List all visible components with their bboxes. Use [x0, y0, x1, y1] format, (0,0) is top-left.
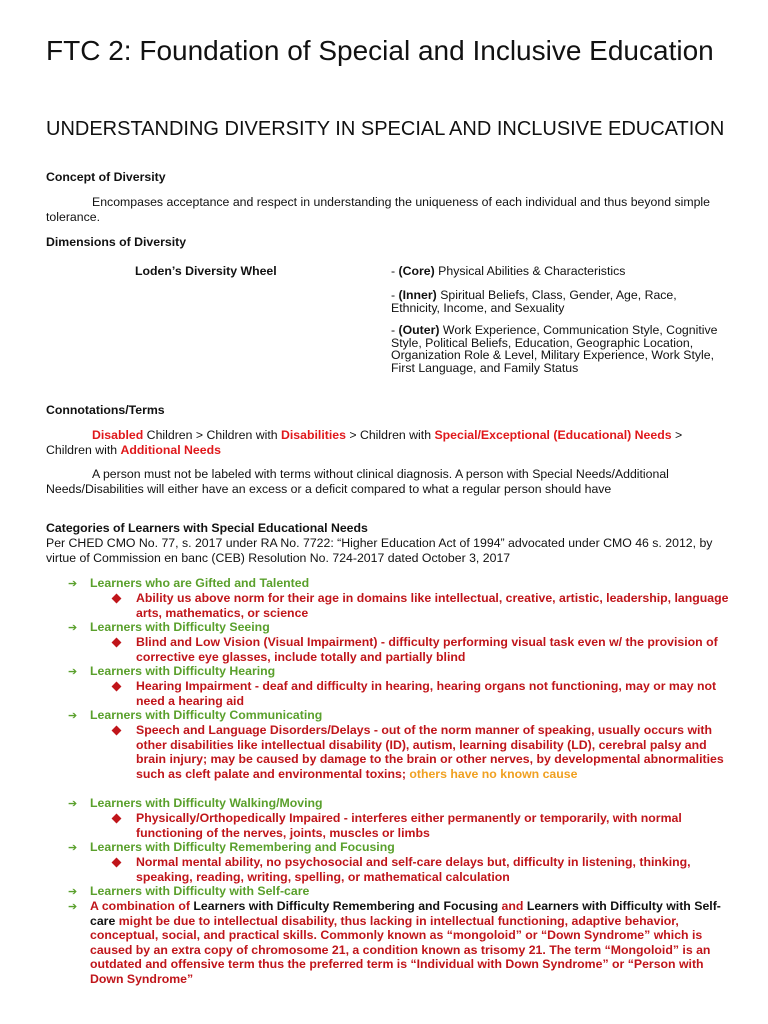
arrow-right-icon: ➔ [68, 901, 78, 913]
section-title: UNDERSTANDING DIVERSITY IN SPECIAL AND INCLUSIVE EDUCATION [46, 118, 725, 140]
category-gifted: Learners who are Gifted and Talented [90, 576, 310, 590]
category-gifted-desc: Ability us above norm for their age in domains like intellectual, creative, artistic, leadership, language arts, mathematics, or science [136, 591, 729, 620]
diamond-icon [112, 726, 122, 736]
arrow-right-icon: ➔ [68, 886, 78, 898]
concept-heading: Concept of Diversity [46, 170, 166, 184]
connotations-heading: Connotations/Terms [46, 403, 165, 417]
categories-heading: Categories of Learners with Special Educational Needs [46, 521, 368, 535]
concept-text: Encompases acceptance and respect in understanding the uniqueness of each individual and thus beyond simple tolerance. [46, 195, 710, 224]
category-seeing-desc: Blind and Low Vision (Visual Impairment) - difficulty performing visual task even w/ the provision of corrective eye glasses, include totally and partially blind [136, 635, 718, 664]
arrow-right-icon: ➔ [68, 622, 78, 634]
category-walking-desc: Physically/Orthopedically Impaired - interferes either permanently or temporarily, with normal functioning of the nerves, joints, muscles or limbs [136, 811, 682, 840]
arrow-right-icon: ➔ [68, 710, 78, 722]
category-communicating: Learners with Difficulty Communicating [90, 708, 323, 722]
categories-intro: Per CHED CMO No. 77, s. 2017 under RA No. 7722: “Higher Education Act of 1994” advocated under CMO 46 s. 2012, by virtue of Commission en banc (CEB) Resolution No. 724-2017 dated October 3, 2017 [46, 536, 713, 565]
diamond-icon [112, 858, 122, 868]
wheel-label: Loden’s Diversity Wheel [135, 264, 277, 278]
category-seeing: Learners with Difficulty Seeing [90, 620, 270, 634]
category-hearing-desc: Hearing Impairment - deaf and difficulty in hearing, hearing organs not functioning, may or may not need a hearing aid [136, 679, 717, 708]
wheel-core: - (Core) Physical Abilities & Characteristics [391, 264, 626, 278]
category-hearing: Learners with Difficulty Hearing [90, 664, 276, 678]
wheel-outer: - (Outer) Work Experience, Communication Style, Cognitive Style, Political Beliefs, Education, Geographic Location, Organization Role & Level, Military Experience, Work Style, First Language, and Family Status [391, 323, 718, 375]
diamond-icon [112, 814, 122, 824]
category-selfcare: Learners with Difficulty with Self-care [90, 884, 310, 898]
diamond-icon [112, 638, 122, 648]
category-communicating-desc: Speech and Language Disorders/Delays - out of the norm manner of speaking, usually occurs with other disabilities like intellectual disability (ID), autism, learning disability (LD), cerebral palsy and brain injury; may be caused by damage to the brain or other nerves, by developmental abnormalities such as cleft palate and environmental toxins; others have no known cause [136, 723, 724, 781]
arrow-right-icon: ➔ [68, 666, 78, 678]
connotations-paragraph: A person must not be labeled with terms without clinical diagnosis. A person with Special Needs/Additional Needs/Disabilities will either have an excess or a deficit compared to what a regular person should have [46, 467, 669, 496]
document-title: FTC 2: Foundation of Special and Inclusive Education [46, 35, 714, 66]
arrow-right-icon: ➔ [68, 798, 78, 810]
category-remembering-desc: Normal mental ability, no psychosocial and self-care delays but, difficulty in listening, thinking, speaking, reading, writing, spelling, or mathematical calculation [136, 855, 691, 884]
dimensions-heading: Dimensions of Diversity [46, 235, 187, 249]
arrow-right-icon: ➔ [68, 842, 78, 854]
arrow-right-icon: ➔ [68, 578, 78, 590]
category-walking: Learners with Difficulty Walking/Moving [90, 796, 323, 810]
diamond-icon [112, 682, 122, 692]
wheel-inner: - (Inner) Spiritual Beliefs, Class, Gender, Age, Race, Ethnicity, Income, and Sexuality [391, 288, 677, 315]
connotations-terms: Disabled Children > Children with Disabilities > Children with Special/Exceptional (Educational) Needs > Children with Additional Needs [46, 428, 683, 457]
category-combination: A combination of Learners with Difficulty Remembering and Focusing and Learners with Difficulty with Self-care might be due to intellectual disability, thus lacking in intellectual functioning, adaptive behavior, conceptual, social, and practical skills. Commonly known as “mongoloid” or “Down Syndrome” which is caused by an extra copy of chromosome 21, a condition known as trisomy 21. The term “Mongoloid” is an outdated and offensive term thus the preferred term is “Individual with Down Syndrome” or “Person with Down Syndrome” [90, 899, 721, 986]
category-remembering: Learners with Difficulty Remembering and Focusing [90, 840, 395, 854]
diamond-icon [112, 594, 122, 604]
